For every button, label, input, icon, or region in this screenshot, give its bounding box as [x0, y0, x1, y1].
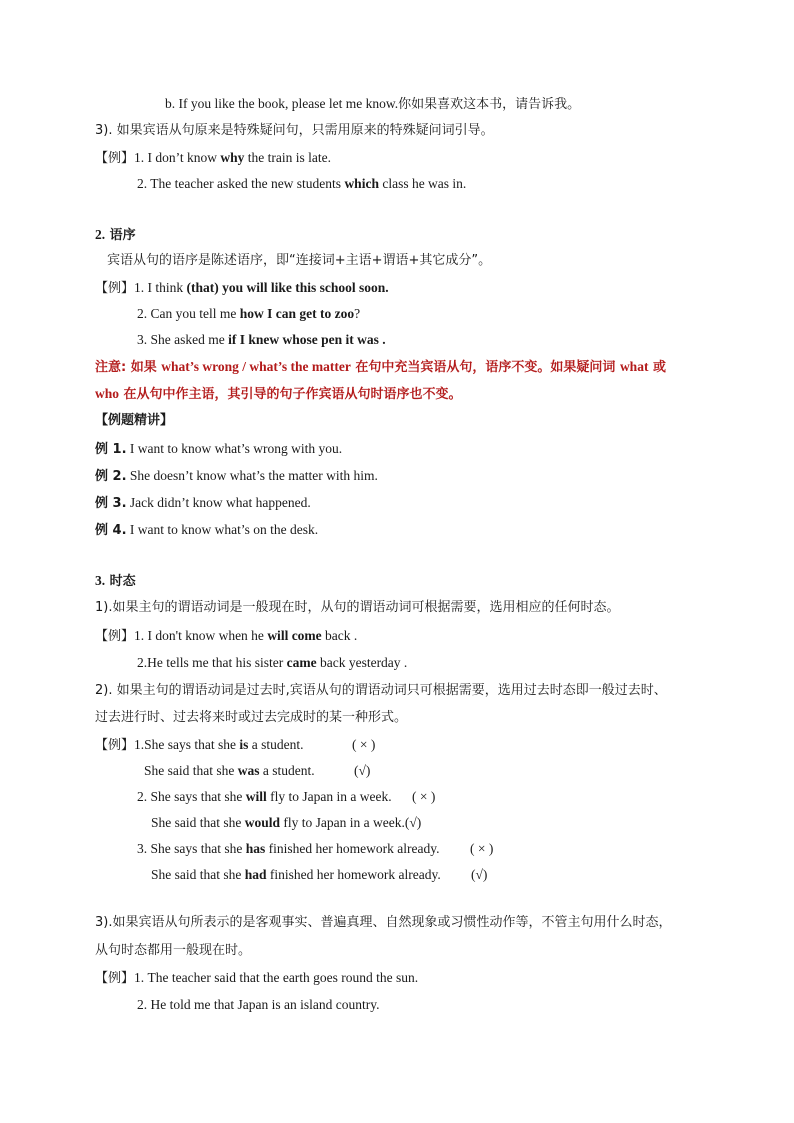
example-line	[95, 279, 389, 298]
drill-text: Jack didn’t know what happened.	[126, 495, 311, 510]
example-keyword: would	[244, 815, 281, 830]
section-number: 2.	[95, 227, 106, 242]
example-keyword: if I knew whose pen it was	[228, 332, 379, 347]
drill-heading: 【例题精讲】	[95, 413, 174, 428]
example-text: ?	[354, 306, 361, 321]
example-line	[95, 736, 304, 755]
drill-label: 例 2.	[95, 469, 127, 484]
example-keyword: was	[237, 763, 260, 778]
example-line	[95, 627, 357, 646]
example-text: back .	[321, 628, 358, 643]
drill-label: 例 1.	[95, 442, 127, 457]
tense-rule-2-line-1: 2). 如果主句的谓语动词是过去时,宾语从句的谓语动词只可根据需要，选用过去时态即一般过去时、	[95, 683, 667, 698]
example-line	[137, 175, 466, 194]
example-text: 1. I don't know when he	[134, 628, 268, 643]
example-text: a student.	[248, 737, 304, 752]
example-text: a student.	[259, 763, 315, 778]
drill-item	[95, 440, 342, 459]
example-text: fly to Japan in a week.	[280, 815, 405, 830]
section-title: 时态	[109, 574, 136, 589]
example-tag: 【例】	[95, 151, 135, 166]
note-english: what	[619, 359, 649, 374]
note-text: 在从句中作主语，其引导的句子作宾语从句时语序也不变。	[119, 387, 462, 402]
example-line	[95, 969, 418, 988]
example-text: 1.She says that she	[134, 737, 240, 752]
drill-item	[95, 467, 378, 486]
example-b-chinese: 你如果喜欢这本书，请告诉我。	[398, 97, 581, 112]
section-number: 3.	[95, 573, 106, 588]
drill-label: 例 4.	[95, 523, 127, 538]
example-keyword: will	[245, 789, 267, 804]
example-text: 1. I think	[134, 280, 187, 295]
example-keyword: had	[244, 867, 267, 882]
example-text: finished her homework already.	[266, 867, 441, 882]
example-text: 2. The teacher asked the new students	[137, 176, 345, 191]
example-line	[137, 788, 392, 807]
correct-mark: (√)	[471, 867, 488, 882]
example-text: 1. I don’t know	[134, 150, 221, 165]
example-tag: 【例】	[95, 629, 135, 644]
example-text: finished her homework already.	[265, 841, 440, 856]
example-text: 2. Can you tell me	[137, 306, 240, 321]
example-keyword: (that) you will like this school soon.	[186, 280, 389, 295]
example-line	[137, 654, 407, 673]
example-text: back yesterday .	[316, 655, 408, 670]
example-keyword: why	[220, 150, 245, 165]
tense-rule-3-line-1: 3).如果宾语从句所表示的是客观事实、普遍真理、自然现象或习惯性动作等，不管主句用什么时态，	[95, 915, 672, 930]
example-keyword: which	[344, 176, 379, 191]
example-text: .	[378, 332, 386, 347]
tense-rule-1: 1).如果主句的谓语动词是一般现在时，从句的谓语动词可根据需要，选用相应的任何时态。	[95, 600, 620, 615]
example-keyword: is	[239, 737, 249, 752]
example-text: class he was in.	[378, 176, 467, 191]
example-b-line	[165, 95, 580, 114]
example-text: She said that she	[144, 763, 238, 778]
example-line	[137, 331, 386, 350]
example-text: 2. She says that she	[137, 789, 246, 804]
example-text: the train is late.	[244, 150, 332, 165]
example-keyword: has	[245, 841, 266, 856]
correct-mark: (√)	[404, 815, 422, 830]
section-title: 语序	[109, 228, 136, 243]
example-line	[137, 840, 439, 859]
correct-mark: (√)	[354, 763, 371, 778]
note-text: 或	[648, 360, 666, 375]
example-keyword: will come	[267, 628, 322, 643]
example-line	[151, 866, 441, 885]
word-order-intro: 宾语从句的语序是陈述语序，即“连接词+主语+谓语+其它成分”。	[107, 253, 492, 268]
rule-3-text: 3). 如果宾语从句原来是特殊疑问句，只需用原来的特殊疑问词引导。	[95, 123, 494, 138]
tense-rule-2-line-2: 过去进行时、过去将来时或过去完成时的某一种形式。	[95, 710, 408, 725]
note-label: 注意:	[95, 360, 127, 375]
example-text: She said that she	[151, 815, 245, 830]
note-text: 如果	[126, 360, 162, 375]
example-text: She said that she	[151, 867, 245, 882]
section-heading-tense	[95, 572, 136, 591]
note-english: what’s wrong / what’s the matter	[161, 359, 351, 374]
example-keyword: how I can get to zoo	[239, 306, 355, 321]
drill-text: I want to know what’s wrong with you.	[126, 441, 343, 456]
note-english: who	[95, 386, 120, 401]
example-b-english: b. If you like the book, please let me know.	[165, 96, 399, 111]
drill-label: 例 3.	[95, 496, 127, 511]
drill-item	[95, 521, 318, 540]
wrong-mark: ( × )	[470, 841, 494, 856]
wrong-mark: ( × )	[352, 737, 376, 752]
example-line	[137, 305, 360, 324]
section-heading-word-order	[95, 226, 136, 245]
wrong-mark: ( × )	[412, 789, 436, 804]
example-line	[95, 149, 331, 168]
example-line: 2. He told me that Japan is an island country.	[137, 997, 380, 1012]
example-text: 2.He tells me that his sister	[137, 655, 287, 670]
example-text: 1. The teacher said that the earth goes round the sun.	[134, 970, 419, 985]
example-tag: 【例】	[95, 281, 135, 296]
example-line	[151, 814, 421, 833]
example-line	[144, 762, 315, 781]
example-text: fly to Japan in a week.	[266, 789, 392, 804]
drill-text: She doesn’t know what’s the matter with him.	[126, 468, 378, 483]
drill-text: I want to know what’s on the desk.	[126, 522, 319, 537]
note-line-1	[95, 358, 666, 377]
drill-item	[95, 494, 311, 513]
note-line-2	[95, 385, 462, 404]
example-text: 3. She asked me	[137, 332, 229, 347]
tense-rule-3-line-2: 从句时态都用一般现在时。	[95, 943, 252, 958]
note-text: 在句中充当宾语从句，语序不变。如果疑问词	[350, 360, 620, 375]
example-tag: 【例】	[95, 738, 135, 753]
example-tag: 【例】	[95, 971, 135, 986]
example-keyword: came	[286, 655, 317, 670]
example-text: 3. She says that she	[137, 841, 246, 856]
